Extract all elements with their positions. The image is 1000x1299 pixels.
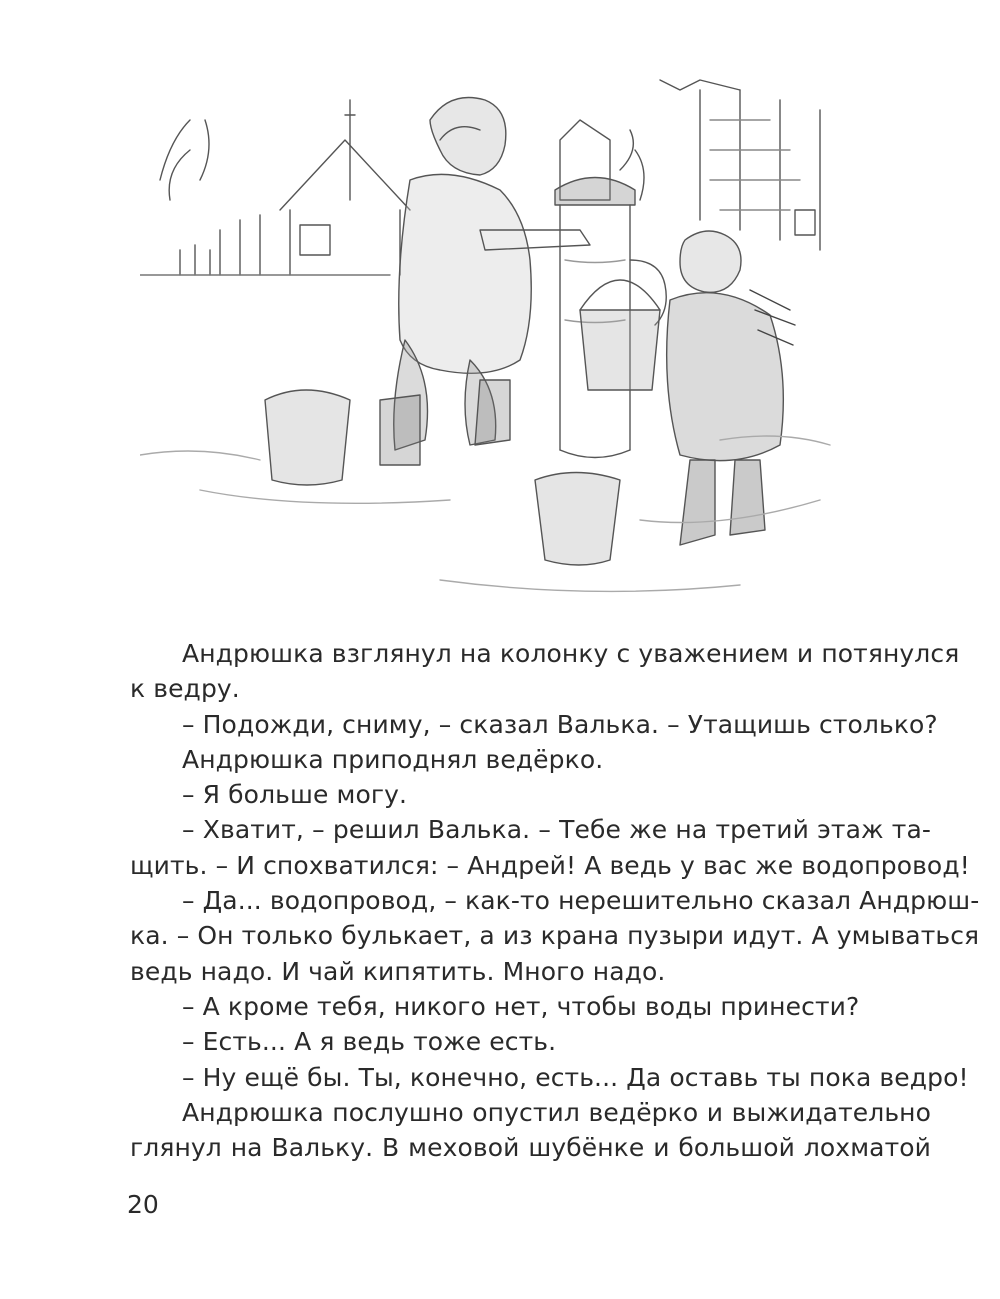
text-line: щить. – И спохватился: – Андрей! А ведь у вас же водопровод!	[130, 850, 970, 880]
text-line: ка. – Он только булькает, а из крана пузыри идут. А умываться	[130, 921, 980, 951]
text-line: – Да... водопровод, – как-то нерешительно сказал Андрюш-	[182, 886, 980, 916]
text-line: Андрюшка взглянул на колонку с уважением и потянулся	[182, 639, 960, 668]
pump-scene-sketch	[140, 60, 840, 605]
text-line: – Хватит, – решил Валька. – Тебе же на третий этаж та-	[182, 815, 931, 845]
text-line: к ведру.	[130, 674, 240, 704]
text-line: – Есть... А я ведь тоже есть.	[182, 1027, 557, 1057]
illustration	[140, 60, 840, 605]
story-text	[130, 636, 980, 1165]
text-line: – А кроме тебя, никого нет, чтобы воды принести?	[182, 991, 860, 1021]
text-line: ведь надо. И чай кипятить. Много надо.	[130, 956, 666, 986]
text-line: – Ну ещё бы. Ты, конечно, есть... Да оставь ты пока ведро!	[182, 1062, 969, 1092]
text-line: – Я больше могу.	[182, 780, 408, 810]
text-line: глянул на Вальку. В меховой шубёнке и большой лохматой	[130, 1133, 931, 1163]
text-line: Андрюшка приподнял ведёрко.	[182, 744, 604, 774]
page-number: 20	[127, 1190, 159, 1219]
text-line: Андрюшка послушно опустил ведёрко и выжидательно	[182, 1097, 931, 1127]
text-line: – Подожди, сниму, – сказал Валька. – Утащишь столько?	[182, 709, 938, 739]
